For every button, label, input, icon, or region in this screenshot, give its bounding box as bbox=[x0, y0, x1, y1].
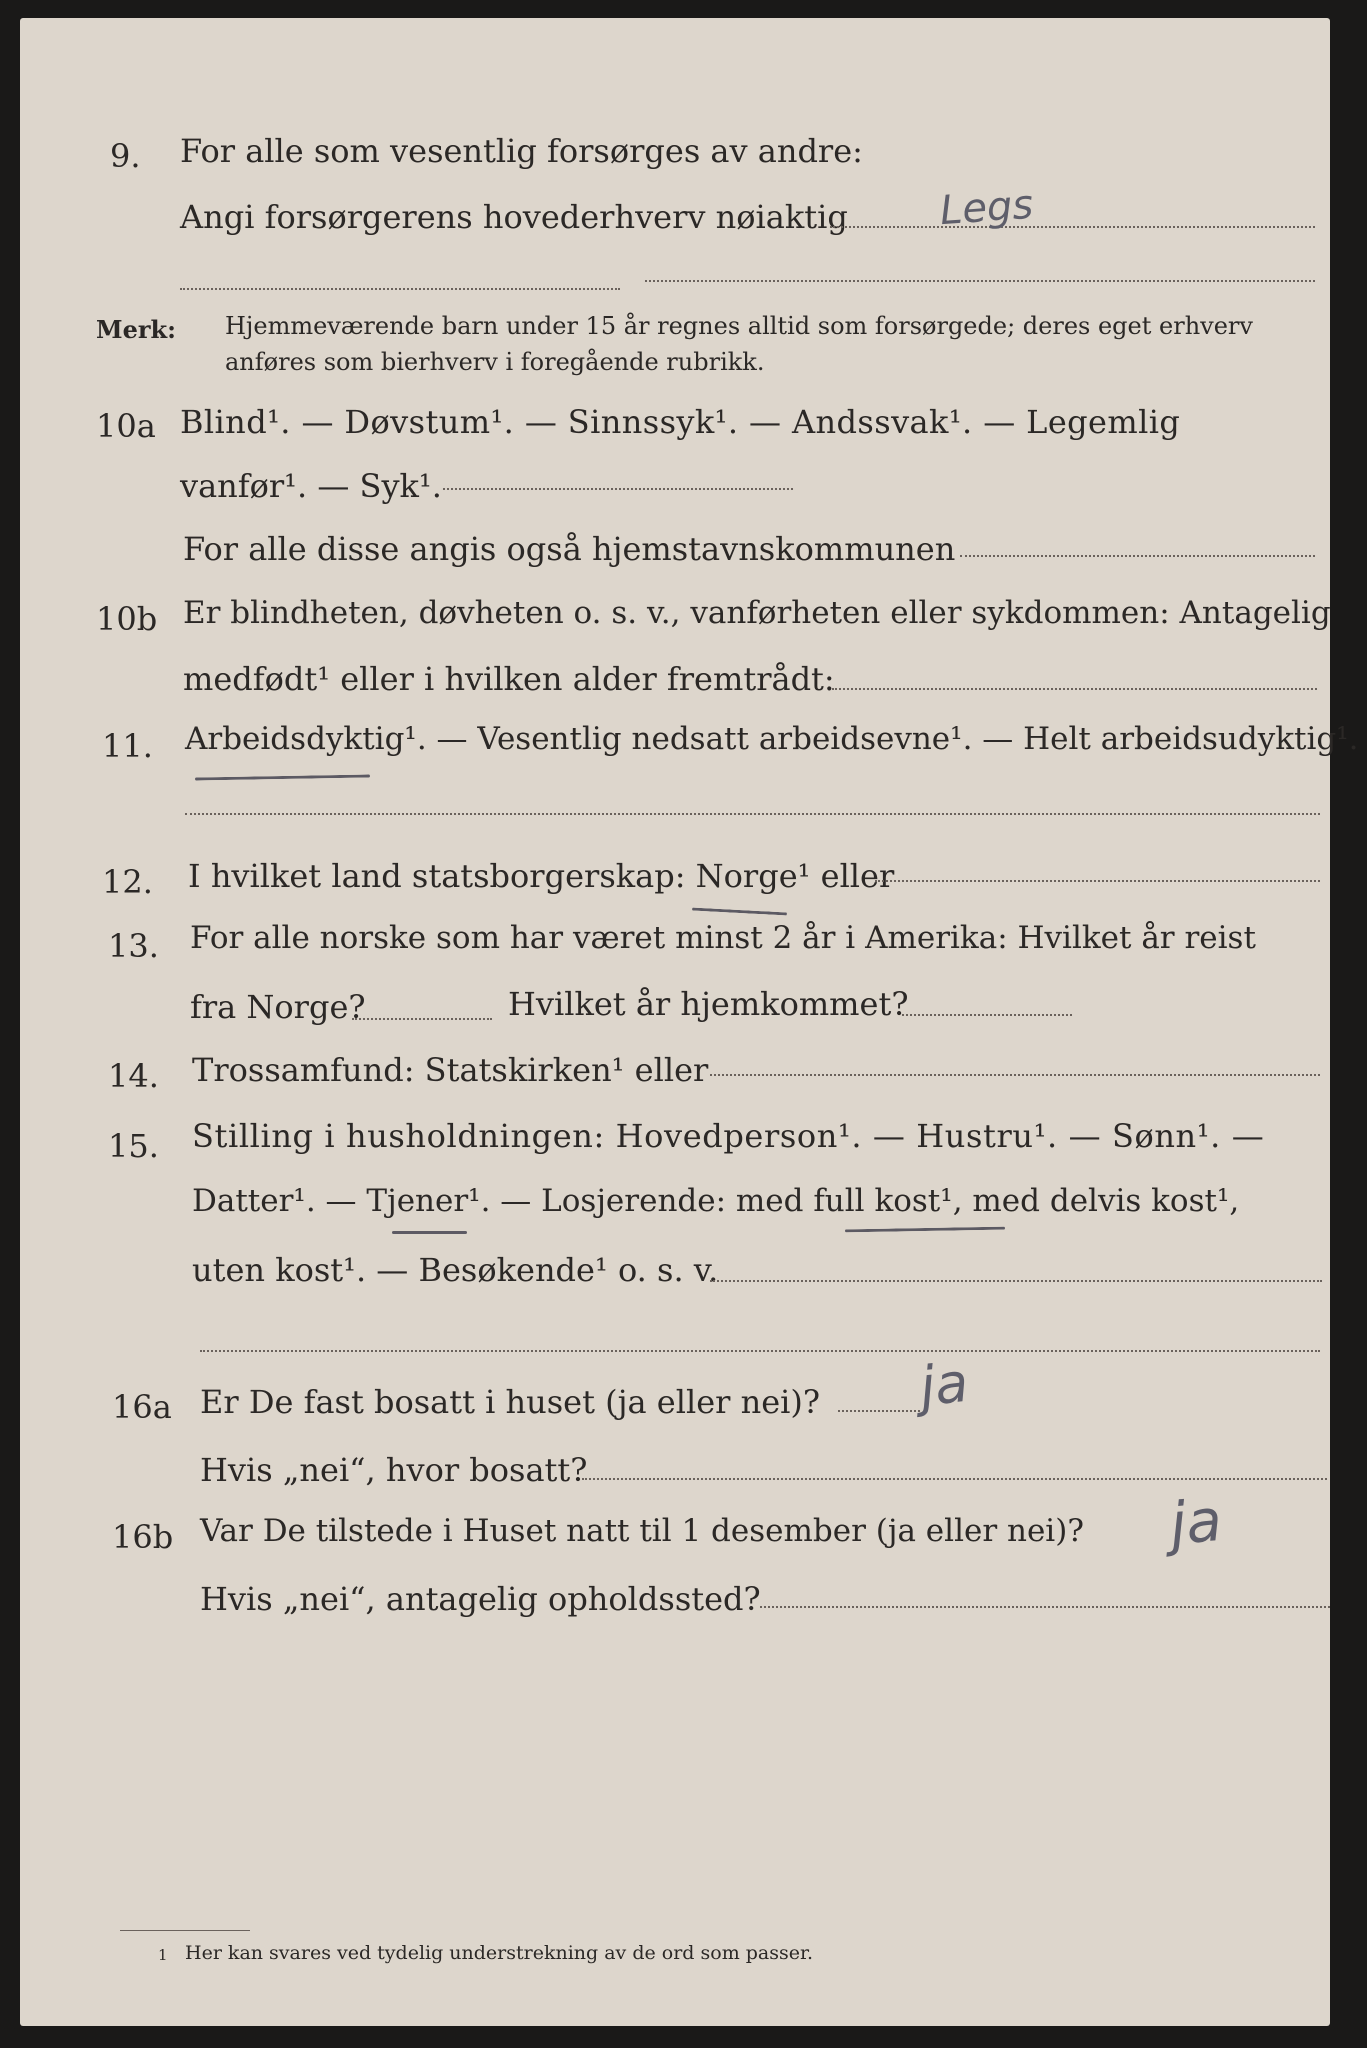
q12-number: 12. bbox=[102, 863, 153, 901]
q9-handwritten-answer: Legs bbox=[938, 181, 1035, 235]
merk-line1: Hjemmeværende barn under 15 år regnes alltid som forsørgede; deres eget erhverv bbox=[225, 312, 1253, 340]
q11-answer-line bbox=[185, 813, 1320, 815]
footnote-text: Her kan svares ved tydelig understrekning av de ord som passer. bbox=[185, 1942, 814, 1964]
q16b-line2: Hvis „nei“, antagelig opholdssted? bbox=[200, 1580, 761, 1618]
q12-norge-underline bbox=[692, 908, 787, 916]
q15-line2: Datter¹. — Tjener¹. — Losjerende: med full kost¹, med delvis kost¹, bbox=[192, 1183, 1240, 1219]
q10a-number: 10a bbox=[96, 407, 156, 445]
q11-line1: Arbeidsdyktig¹. — Vesentlig nedsatt arbeidsevne¹. — Helt arbeidsudyktig¹. bbox=[185, 721, 1359, 757]
q10b-line2: medfødt¹ eller i hvilken alder fremtrådt: bbox=[183, 660, 835, 698]
q16b-handwritten-answer: ja bbox=[1167, 1485, 1225, 1559]
q10a-syk-line bbox=[443, 488, 793, 490]
q12-line1: I hvilket land statsborgerskap: Norge¹ eller bbox=[188, 857, 895, 895]
q9-answer-line bbox=[830, 226, 1315, 228]
q9-extra-line-a bbox=[180, 288, 620, 290]
q13-line2a: fra Norge? bbox=[190, 988, 366, 1026]
q16a-line1: Er De fast bosatt i huset (ja eller nei)? bbox=[200, 1383, 821, 1421]
q9-extra-line-b bbox=[645, 280, 1315, 282]
q16b-line1: Var De tilstede i Huset natt til 1 desember (ja eller nei)? bbox=[200, 1513, 1084, 1549]
q14-answer-line bbox=[710, 1074, 1320, 1076]
q16a-number: 16a bbox=[112, 1388, 172, 1426]
q10a-line3: For alle disse angis også hjemstavnskommunen bbox=[183, 530, 956, 568]
q15-answer-line bbox=[710, 1280, 1322, 1282]
merk-label: Merk: bbox=[96, 315, 176, 344]
q15-extra-line bbox=[200, 1350, 1320, 1352]
q13-number: 13. bbox=[108, 927, 159, 965]
q13-hjemkommet-line bbox=[902, 1014, 1072, 1016]
q15-tjener-underline bbox=[392, 1231, 467, 1234]
q15-line1: Stilling i husholdningen: Hovedperson¹. — Hustru¹. — Sønn¹. — bbox=[192, 1117, 1265, 1155]
q14-line1: Trossamfund: Statskirken¹ eller bbox=[192, 1051, 709, 1089]
q15-line3: uten kost¹. — Besøkende¹ o. s. v. bbox=[192, 1251, 719, 1289]
q12-answer-line bbox=[875, 880, 1320, 882]
footnote-mark: 1 bbox=[158, 1946, 168, 1964]
q10a-line2: vanfør¹. — Syk¹. bbox=[180, 467, 442, 505]
q9-number: 9. bbox=[110, 137, 141, 175]
q16a-answer-line bbox=[838, 1410, 920, 1412]
q15-full-kost-underline bbox=[845, 1227, 1005, 1233]
q11-number: 11. bbox=[102, 727, 153, 765]
q10a-hjemstavn-line bbox=[960, 555, 1315, 557]
q15-number: 15. bbox=[108, 1127, 159, 1165]
q16a-bosatt-line bbox=[582, 1478, 1327, 1480]
q10a-line1: Blind¹. — Døvstum¹. — Sinnssyk¹. — Andssvak¹. — Legemlig bbox=[180, 403, 1181, 441]
q9-line2: Angi forsørgerens hovederhverv nøiaktig bbox=[180, 198, 848, 236]
q10b-line1: Er blindheten, døvheten o. s. v., vanførheten eller sykdommen: Antagelig bbox=[183, 595, 1331, 631]
q10b-number: 10b bbox=[96, 600, 158, 638]
q13-reist-line bbox=[352, 1018, 492, 1020]
merk-line2: anføres som bierhverv i foregående rubrikk. bbox=[225, 348, 765, 376]
q14-number: 14. bbox=[108, 1057, 159, 1095]
q16b-opholdssted-line bbox=[760, 1606, 1330, 1608]
footnote-rule bbox=[120, 1930, 250, 1931]
census-form-page bbox=[20, 18, 1359, 2026]
q16b-number: 16b bbox=[112, 1518, 174, 1556]
q16a-handwritten-answer: ja bbox=[916, 1350, 972, 1419]
q9-line1: For alle som vesentlig forsørges av andre: bbox=[180, 132, 863, 170]
q16a-line2: Hvis „nei“, hvor bosatt? bbox=[200, 1451, 588, 1489]
q11-arbeidsdyktig-underline bbox=[195, 774, 370, 780]
q10b-answer-line bbox=[832, 688, 1317, 690]
q13-line2b: Hvilket år hjemkommet? bbox=[508, 985, 909, 1023]
q13-line1: For alle norske som har været minst 2 år i Amerika: Hvilket år reist bbox=[190, 920, 1256, 956]
